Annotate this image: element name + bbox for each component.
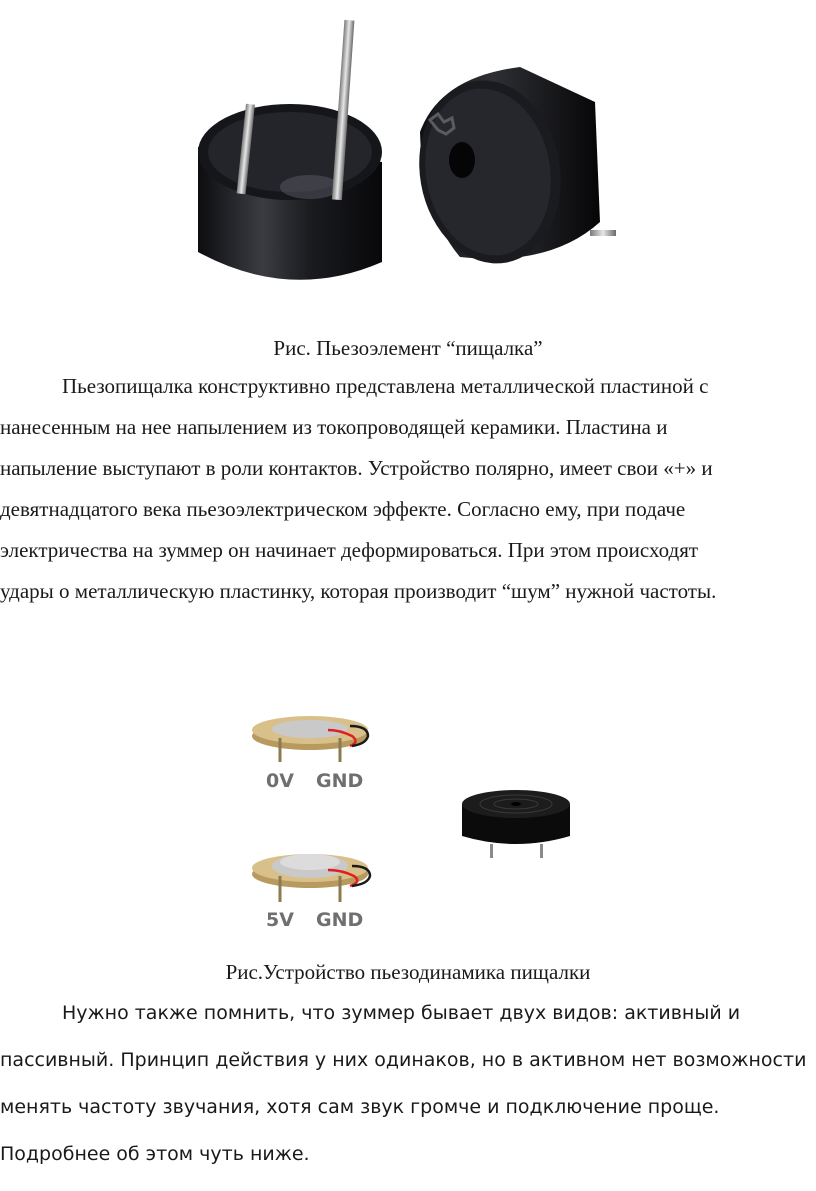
piezo-disc-bottom <box>252 854 370 902</box>
paragraph-2-line: Нужно также помнить, что зуммер бывает двух видов: активный и <box>62 1002 741 1024</box>
paragraph-1-line: электричества на зуммер он начинает деформироваться. При этом происходят <box>0 538 699 562</box>
paragraph-1-line: Пьезопищалка конструктивно представлена металлической пластиной с <box>62 374 709 398</box>
figure-1-caption: Рис. Пьезоэлемент “пищалка” <box>273 336 543 360</box>
figure-2-caption: Рис.Устройство пьезодинамика пищалки <box>225 960 591 984</box>
paragraph-1-line: девятнадцатого века пьезоэлектрическом эффекте. Согласно ему, при подаче <box>0 497 686 521</box>
buzzer-icon <box>462 790 570 858</box>
paragraph-2-line: пассивный. Принцип действия у них одинаков, но в активном нет возможности <box>0 1049 807 1071</box>
paragraph-2-line: менять частоту звучания, хотя сам звук громче и подключение проще. <box>0 1096 720 1118</box>
left-buzzer <box>198 20 382 280</box>
piezo-diagram <box>240 700 600 940</box>
label-0v: 0V <box>266 770 294 792</box>
piezo-buzzer-photo <box>190 12 630 312</box>
right-buzzer <box>405 67 616 275</box>
piezo-disc-top <box>252 716 368 762</box>
paragraph-1-line: нанесенным на нее напылением из токопроводящей керамики. Пластина и <box>0 415 668 439</box>
paragraph-1 <box>0 366 816 612</box>
paragraph-2-line: Подробнее об этом чуть ниже. <box>0 1143 310 1165</box>
paragraph-2 <box>0 990 816 1178</box>
paragraph-1-line: напыление выступают в роли контактов. Устройство полярно, имеет свои «+» и <box>0 456 713 480</box>
label-5v: 5V <box>266 909 294 931</box>
label-gnd-bottom: GND <box>316 909 364 931</box>
label-gnd-top: GND <box>316 770 364 792</box>
paragraph-1-line: удары о металлическую пластинку, которая производит “шум” нужной частоты. <box>0 579 717 603</box>
